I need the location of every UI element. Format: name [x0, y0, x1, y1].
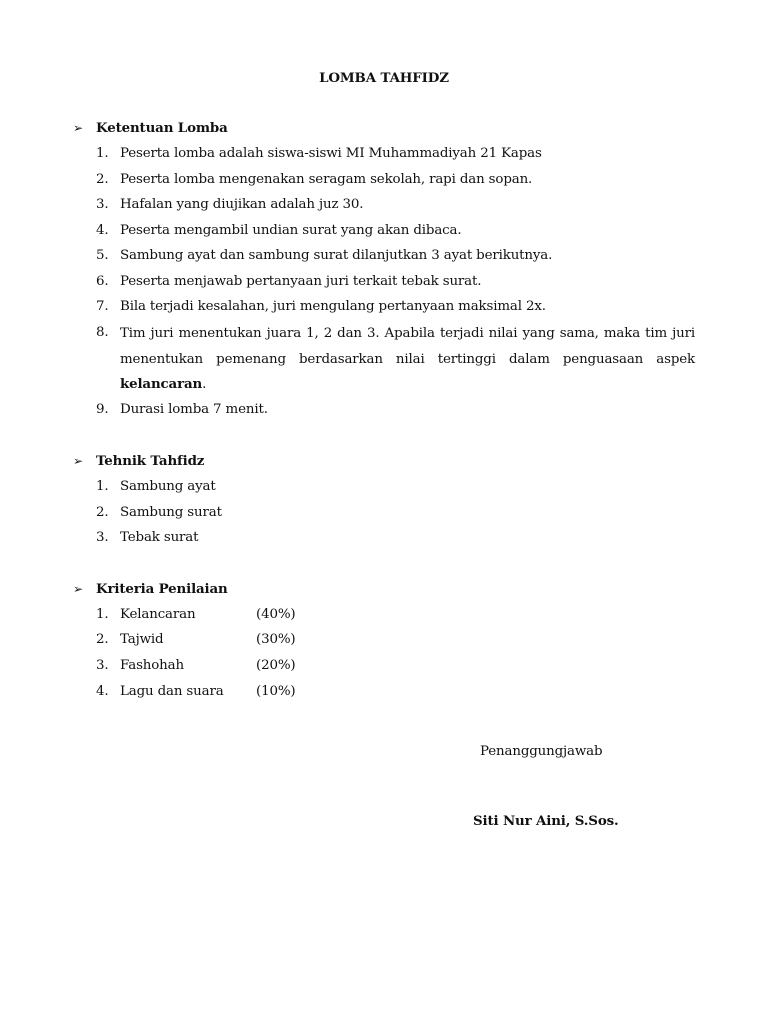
section-heading-label: Tehnik Tahfidz — [96, 453, 205, 469]
criteria-weight: (20%) — [256, 658, 296, 673]
item-text: Peserta mengambil undian surat yang akan dibaca. — [120, 223, 462, 238]
item-text-justified — [120, 321, 695, 398]
item-text: Peserta lomba adalah siswa-siswi MI Muhammadiyah 21 Kapas — [120, 146, 542, 161]
item-text-part: . — [202, 377, 207, 393]
item-number: 1. — [96, 146, 109, 161]
criteria-weight: (10%) — [256, 684, 296, 699]
section-heading-techniques — [73, 451, 204, 471]
arrowhead-bullet-icon: ➢ — [73, 121, 83, 135]
arrowhead-bullet-icon: ➢ — [73, 454, 83, 468]
item-number: 9. — [96, 402, 109, 417]
item-number: 6. — [96, 274, 109, 289]
item-number: 5. — [96, 248, 109, 263]
item-text: Tajwid — [120, 632, 164, 647]
item-text: Durasi lomba 7 menit. — [120, 402, 268, 417]
item-number: 1. — [96, 479, 109, 494]
item-text: Fashohah — [120, 658, 184, 673]
item-number: 4. — [96, 223, 109, 238]
item-text: Sambung surat — [120, 505, 222, 520]
item-number: 2. — [96, 172, 109, 187]
signature-name: Siti Nur Aini, S.Sos. — [473, 813, 619, 829]
item-number: 1. — [96, 607, 109, 622]
rule-item — [96, 323, 695, 400]
item-text: Bila terjadi kesalahan, juri mengulang pertanyaan maksimal 2x. — [120, 299, 546, 314]
item-number: 2. — [96, 632, 109, 647]
criteria-weight: (40%) — [256, 607, 296, 622]
section-heading-label: Kriteria Penilaian — [96, 581, 228, 597]
item-number: 8. — [96, 325, 109, 340]
item-text: Tebak surat — [120, 530, 199, 545]
item-text: Hafalan yang diujikan adalah juz 30. — [120, 197, 364, 212]
section-heading-rules — [73, 118, 228, 138]
section-heading-criteria — [73, 579, 228, 599]
section-heading-label: Ketentuan Lomba — [96, 120, 228, 136]
item-number: 3. — [96, 530, 109, 545]
item-text-emphasis: kelancaran — [120, 376, 203, 393]
item-text: Kelancaran — [120, 607, 196, 622]
item-number: 2. — [96, 505, 109, 520]
item-number: 3. — [96, 197, 109, 212]
item-text-part: Tim juri menentukan juara 1, 2 dan 3. Apabila terjadi nilai yang sama, maka tim juri menentukan pemenang berdasarkan nilai tertinggi dalam penguasaan aspek — [120, 326, 695, 367]
item-text: Peserta menjawab pertanyaan juri terkait tebak surat. — [120, 274, 482, 289]
item-text: Sambung ayat dan sambung surat dilanjutkan 3 ayat berikutnya. — [120, 248, 553, 263]
item-number: 4. — [96, 684, 109, 699]
criteria-weight: (30%) — [256, 632, 296, 647]
item-number: 7. — [96, 299, 109, 314]
item-text: Sambung ayat — [120, 479, 216, 494]
signature-role: Penanggungjawab — [480, 744, 603, 759]
item-text: Peserta lomba mengenakan seragam sekolah, rapi dan sopan. — [120, 172, 533, 187]
item-number: 3. — [96, 658, 109, 673]
item-text: Lagu dan suara — [120, 684, 224, 699]
document-title: LOMBA TAHFIDZ — [319, 70, 449, 86]
arrowhead-bullet-icon: ➢ — [73, 582, 83, 596]
